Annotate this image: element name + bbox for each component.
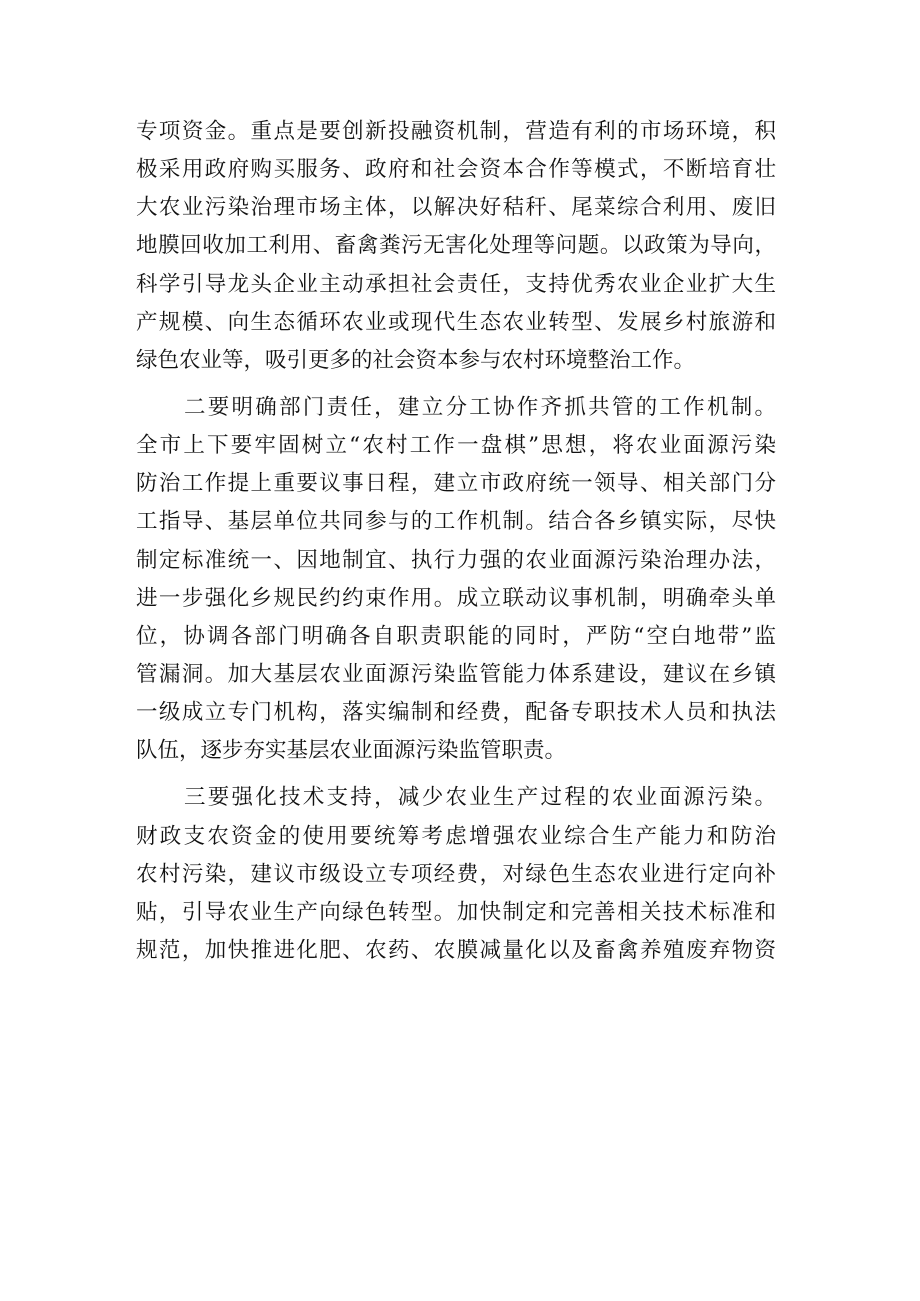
paragraph-gap [136, 770, 776, 779]
paragraph-2-line-1: 二要明确部门责任，建立分工协作齐抓共管的工作机制。 [184, 394, 776, 420]
paragraph-3-line-1: 三要强化技术支持，减少农业生产过程的农业面源污染。 [184, 785, 776, 811]
paragraph-1-line-4: 地膜回收加工利用、畜禽粪污无害化处理等问题。以政策为导向， [136, 233, 776, 259]
paragraph-1-line-3: 大农业污染治理市场主体，以解决好秸秆、尾菜综合利用、废旧 [136, 195, 776, 221]
paragraph-2-line-2: 全市上下要牢固树立“农村工作一盘棋”思想，将农业面源污染 [136, 433, 776, 459]
paragraph-1-line-7: 绿色农业等，吸引更多的社会资本参与农村环境整治工作。 [136, 347, 696, 373]
document-body [136, 113, 776, 970]
paragraph-2-line-3: 防治工作提上重要议事日程，建立市政府统一领导、相关部门分 [136, 471, 776, 497]
paragraph-1-line-1: 专项资金。重点是要创新投融资机制，营造有利的市场环境，积 [136, 119, 776, 144]
paragraph-3-line-4: 贴，引导农业生产向绿色转型。加快制定和完善相关技术标准和 [136, 899, 776, 925]
paragraph-1-line-5: 科学引导龙头企业主动承担社会责任，支持优秀农业企业扩大生 [136, 271, 776, 297]
paragraph-3-line-2: 财政支农资金的使用要统筹考虑增强农业综合生产能力和防治 [136, 823, 776, 849]
paragraph-2-line-5: 制定标准统一、因地制宜、执行力强的农业面源污染治理办法， [136, 547, 776, 573]
paragraph-2-line-9: 一级成立专门机构，落实编制和经费，配备专职技术人员和执法 [136, 700, 776, 726]
paragraph-2-line-4: 工指导、基层单位共同参与的工作机制。结合各乡镇实际，尽快 [136, 509, 776, 535]
paragraph-2-line-8: 管漏洞。加大基层农业面源污染监管能力体系建设，建议在乡镇 [136, 661, 776, 687]
paragraph-1-line-6: 产规模、向生态循环农业或现代生态农业转型、发展乡村旅游和 [136, 309, 776, 335]
paragraph-3-line-3: 农村污染，建议市级设立专项经费，对绿色生态农业进行定向补 [136, 861, 776, 887]
paragraph-gap [136, 380, 776, 389]
paragraph-2-line-6: 进一步强化乡规民约约束作用。成立联动议事机制，明确牵头单 [136, 585, 776, 611]
paragraph-1-line-2: 极采用政府购买服务、政府和社会资本合作等模式，不断培育壮 [136, 157, 776, 183]
paragraph-3-line-5: 规范，加快推进化肥、农药、农膜减量化以及畜禽养殖废弃物资 [136, 937, 776, 963]
paragraph-2-line-7: 位，协调各部门明确各自职责职能的同时，严防“空白地带”监 [136, 623, 776, 649]
paragraph-2-line-10: 队伍，逐步夯实基层农业面源污染监管职责。 [136, 738, 567, 764]
